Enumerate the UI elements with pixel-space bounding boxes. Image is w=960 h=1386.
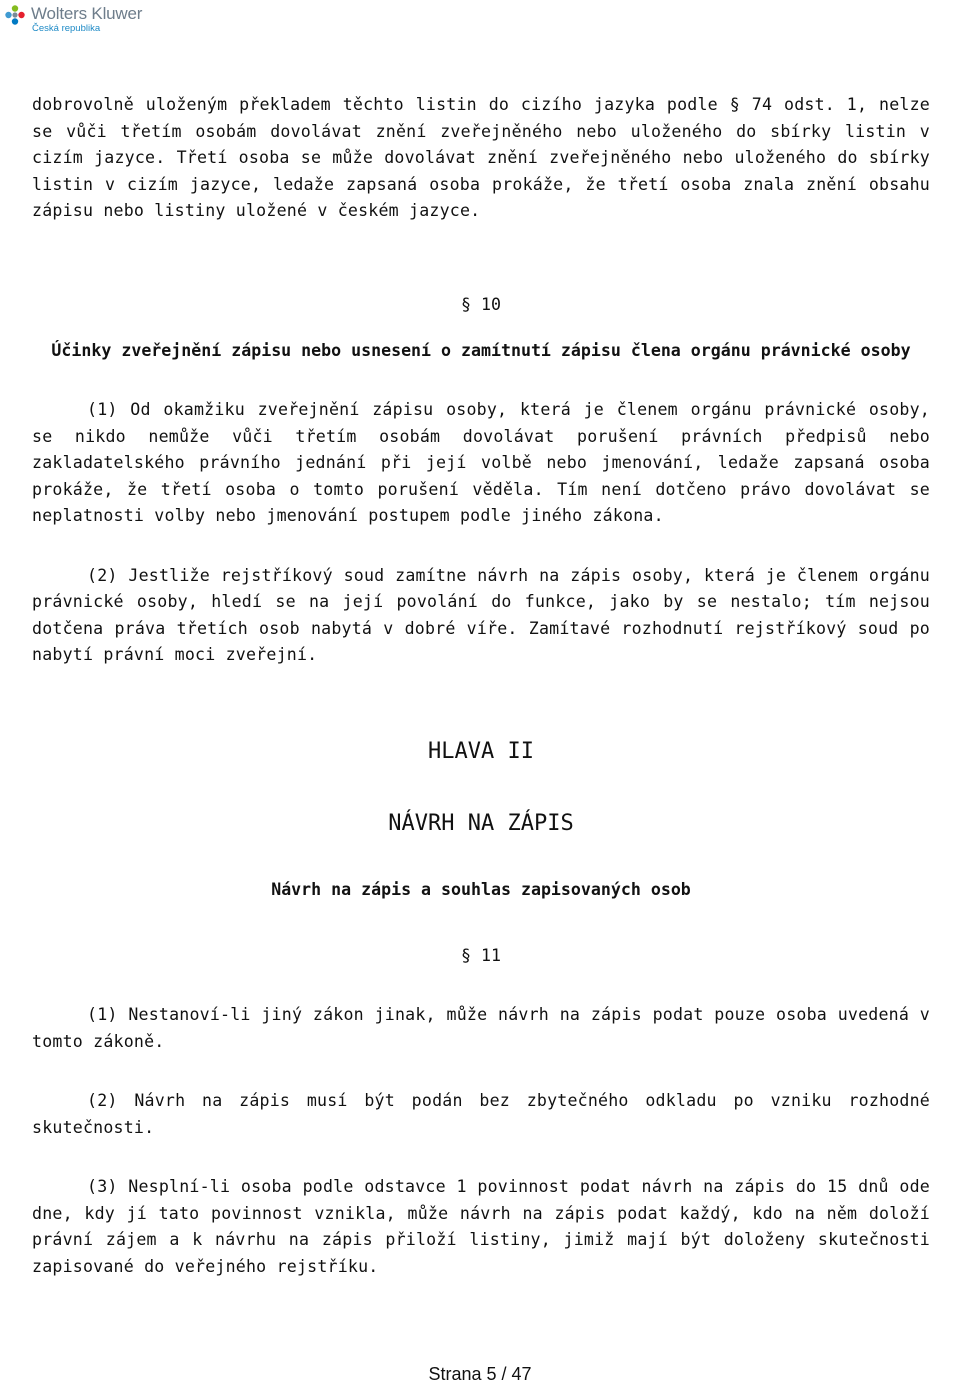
section-10-number: § 10 [461, 294, 501, 314]
logo-mark-icon [4, 4, 26, 26]
page-number: Strana 5 / 47 [428, 1364, 532, 1384]
section-11-number: § 11 [461, 946, 501, 965]
section-11-paragraph-1: (1) Nestanoví-li jiný zákon jinak, může návrh na zápis podat pouze osoba uvedená v tomto zákoně. [32, 1005, 930, 1051]
section-10-paragraph-2: (2) Jestliže rejstříkový soud zamítne návrh na zápis osoby, která je členem orgánu právnické osoby, hledí se na její povolání do funkce, jako by se nestalo; tím nejsou dotčena práva třetích osob nabytá v dobré víře. Zamítavé rozhodnutí rejstříkový soud po nabytí právní moci zveřejní. [32, 565, 930, 664]
chapter-title: NÁVRH NA ZÁPIS [388, 810, 574, 836]
section-11-paragraph-2: (2) Návrh na zápis musí být podán bez zbytečného odkladu po vzniku rozhodné skutečnosti. [32, 1091, 930, 1137]
section-10-paragraph-1: (1) Od okamžiku zveřejnění zápisu osoby, která je členem orgánu právnické osoby, se nikdo nemůže vůči třetím osobám dovolávat porušení právních předpisů nebo zakladatelského právního jednání při její volbě nebo jmenování, ledaže zapsaná osoba prokáže, že třetí osoba o tomto porušení věděla. Tím není dotčeno právo dovolávat se neplatnosti volby nebo jmenování postupem podle jiného zákona. [32, 400, 930, 525]
section-10-title: Účinky zveřejnění zápisu nebo usnesení o zamítnutí zápisu člena orgánu právnické osoby [51, 340, 911, 360]
logo-name: Wolters Kluwer [31, 4, 143, 23]
chapter-number: HLAVA II [428, 738, 534, 764]
logo-subtitle: Česká republika [32, 23, 101, 34]
chapter-subtitle: Návrh na zápis a souhlas zapisovaných osob [271, 879, 691, 899]
section-11-paragraph-3: (3) Nesplní-li osoba podle odstavce 1 povinnost podat návrh na zápis do 15 dnů ode dne, kdy jí tato povinnost vznikla, může návrh na zápis podat každý, kdo na něm doloží právní zájem a k návrhu na zápis přiloží listiny, jimiž mají být doloženy skutečnosti zapisované do veřejného rejstříku. [32, 1177, 930, 1276]
intro-paragraph: dobrovolně uloženým překladem těchto listin do cizího jazyka podle § 74 odst. 1, nelze se vůči třetím osobám dovolávat znění zveřejněného nebo uloženého do sbírky listin v cizím jazyce. Třetí osoba se může dovolávat znění zveřejněného nebo uloženého do sbírky listin v cizím jazyce, ledaže zapsaná osoba prokáže, že třetí osoba znala znění obsahu zápisu nebo listiny uložené v českém jazyce. [32, 95, 930, 220]
document-body [32, 92, 930, 1280]
